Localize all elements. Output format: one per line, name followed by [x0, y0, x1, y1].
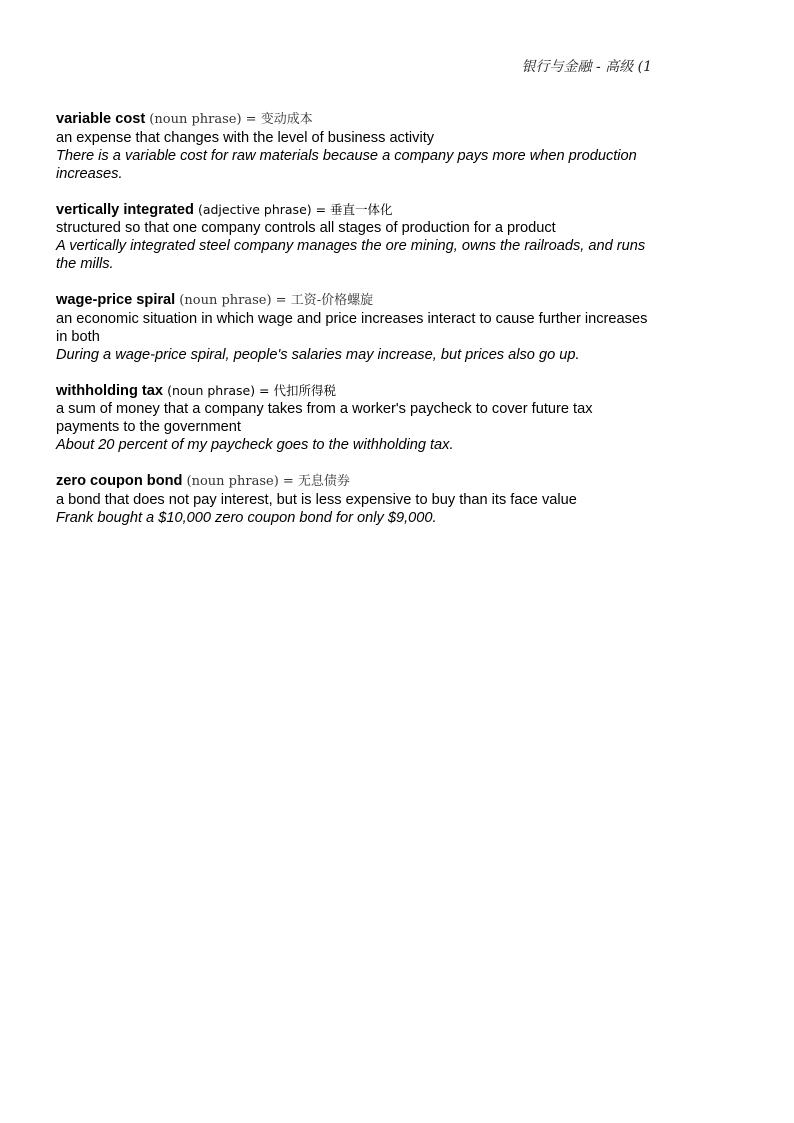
entry-part-of-speech: (adjective phrase) = 垂直一体化 [197, 202, 393, 217]
glossary-entry [56, 291, 656, 364]
entry-example: A vertically integrated steel company manages the ore mining, owns the railroads, and runs the mills. [56, 238, 646, 272]
entry-headline [56, 110, 656, 129]
entry-term: zero coupon bond [56, 473, 183, 489]
glossary-entry [56, 110, 656, 183]
entry-definition: a sum of money that a company takes from a worker's paycheck to cover future tax payments to the government [56, 401, 593, 435]
entry-term: withholding tax [56, 383, 164, 399]
page-header: 银行与金融 - 高级 (1 [521, 59, 652, 75]
entry-term: wage-price spiral [56, 292, 176, 308]
entry-definition: a bond that does not pay interest, but is less expensive to buy than its face value [56, 492, 577, 508]
entry-term: variable cost [56, 111, 146, 127]
entry-headline [56, 291, 656, 310]
entry-headline [56, 472, 656, 491]
entry-part-of-speech: (noun phrase) = 工资-价格螺旋 [179, 293, 374, 308]
entry-definition: an expense that changes with the level of business activity [56, 130, 435, 146]
entry-part-of-speech: (noun phrase) = 无息债券 [186, 474, 350, 489]
glossary-entry [56, 201, 656, 273]
entry-example: During a wage-price spiral, people's salaries may increase, but prices also go up. [56, 347, 580, 363]
entry-part-of-speech: (noun phrase) = 代扣所得税 [167, 383, 336, 398]
entry-example: About 20 percent of my paycheck goes to the withholding tax. [56, 437, 454, 453]
entry-part-of-speech: (noun phrase) = 变动成本 [149, 112, 313, 127]
glossary-entries [56, 110, 656, 545]
entry-term: vertically integrated [56, 202, 194, 218]
glossary-entry [56, 382, 656, 454]
entry-definition: structured so that one company controls all stages of production for a product [56, 220, 556, 236]
entry-example: Frank bought a $10,000 zero coupon bond for only $9,000. [56, 510, 437, 526]
entry-example: There is a variable cost for raw materials because a company pays more when production increases. [56, 148, 637, 182]
glossary-entry [56, 472, 656, 527]
entry-headline [56, 201, 656, 219]
entry-definition: an economic situation in which wage and price increases interact to cause further increases in both [56, 311, 648, 345]
entry-headline [56, 382, 656, 400]
